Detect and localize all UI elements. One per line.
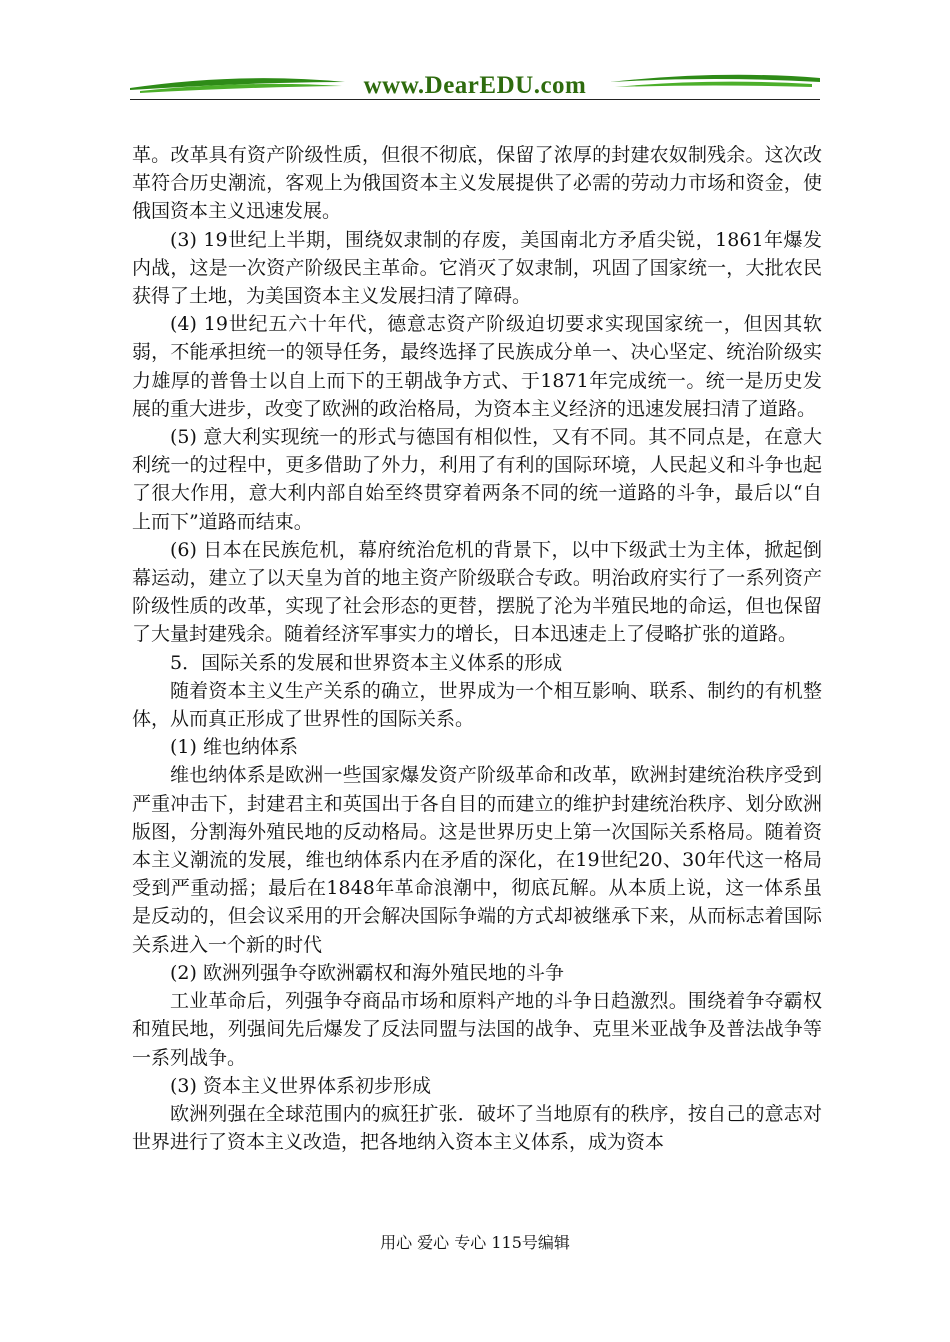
paragraph: 随着资本主义生产关系的确立，世界成为一个相互影响、联系、制约的有机整体，从而真正形成了世界性的国际关系。 bbox=[132, 679, 822, 731]
paragraph: 工业革命后，列强争夺商品市场和原料产地的斗争日趋激烈。围绕着争夺霸权和殖民地，列强间先后爆发了反法同盟与法国的战争、克里米亚战争及普法战争等一系列战争。 bbox=[132, 990, 822, 1069]
paragraph: (4) 19世纪五六十年代，德意志资产阶级迫切要求实现国家统一，但因其软弱，不能承担统一的领导任务，最终选择了民族成分单一、决心坚定、统治阶级实力雄厚的普鲁士以自上而下的王朝战争方式、于1871年完成统一。统一是历史发展的重大进步，改变了欧洲的政治格局，为资本主义经济的迅速发展扫清了道路。 bbox=[132, 313, 822, 420]
paragraph: 5．国际关系的发展和世界资本主义体系的形成 bbox=[170, 651, 563, 674]
paragraph: 革。改革具有资产阶级性质，但很不彻底，保留了浓厚的封建农奴制残余。这次改革符合历史潮流，客观上为俄国资本主义发展提供了必需的劳动力市场和资金，使俄国资本主义迅速发展。 bbox=[132, 144, 822, 223]
paragraph: (3) 19世纪上半期，围绕奴隶制的存废，美国南北方矛盾尖锐，1861年爆发内战，这是一次资产阶级民主革命。它消灭了奴隶制，巩固了国家统一，大批农民获得了土地，为美国资本主义发展扫清了障碍。 bbox=[132, 228, 822, 308]
header-divider bbox=[130, 99, 820, 100]
paragraph: (6) 日本在民族危机，幕府统治危机的背景下，以中下级武士为主体，掀起倒幕运动，建立了以天皇为首的地主资产阶级联合专政。明治政府实行了一系列资产阶级性质的改革，实现了社会形态的更替，摆脱了沦为半殖民地的命运，但也保留了大量封建残余。随着经济军事实力的增长，日本迅速走上了侵略扩张的道路。 bbox=[132, 538, 822, 646]
page-footer: 用心 爱心 专心 115号编辑 bbox=[380, 1233, 570, 1252]
document-body bbox=[132, 141, 822, 1156]
paragraph: (3) 资本主义世界体系初步形成 bbox=[170, 1074, 431, 1097]
paragraph: 维也纳体系是欧洲一些国家爆发资产阶级革命和改革，欧洲封建统治秩序受到严重冲击下，封建君主和英国出于各自目的而建立的维护封建统治秩序、划分欧洲版图，分割海外殖民地的反动格局。这是世界历史上第一次国际关系格局。随着资本主义潮流的发展，维也纳体系内在矛盾的深化，在19世纪20、30年代这一格局受到严重动摇；最后在1848年革命浪潮中，彻底瓦解。从本质上说，这一体系虽是反动的，但会议采用的开会解决国际争端的方式却被继承下来，从而标志着国际关系进入一个新的时代 bbox=[132, 764, 822, 956]
paragraph: 欧洲列强在全球范围内的疯狂扩张．破坏了当地原有的秩序，按自己的意志对世界进行了资本主义改造，把各地纳入资本主义体系，成为资本 bbox=[132, 1102, 822, 1154]
site-logo-text: www.DearEDU.com bbox=[363, 72, 587, 99]
paragraph: (5) 意大利实现统一的形式与德国有相似性，又有不同。其不同点是，在意大利统一的过程中，更多借助了外力，利用了有利的国际环境，人民起义和斗争也起了很大作用，意大利内部自始至终贯穿着两条不同的统一道路的斗争，最后以“自上而下”道路而结束。 bbox=[132, 426, 822, 533]
paragraph: (2) 欧洲列强争夺欧洲霸权和海外殖民地的斗争 bbox=[170, 961, 564, 984]
paragraph: (1) 维也纳体系 bbox=[170, 736, 298, 759]
page-header bbox=[130, 60, 820, 110]
